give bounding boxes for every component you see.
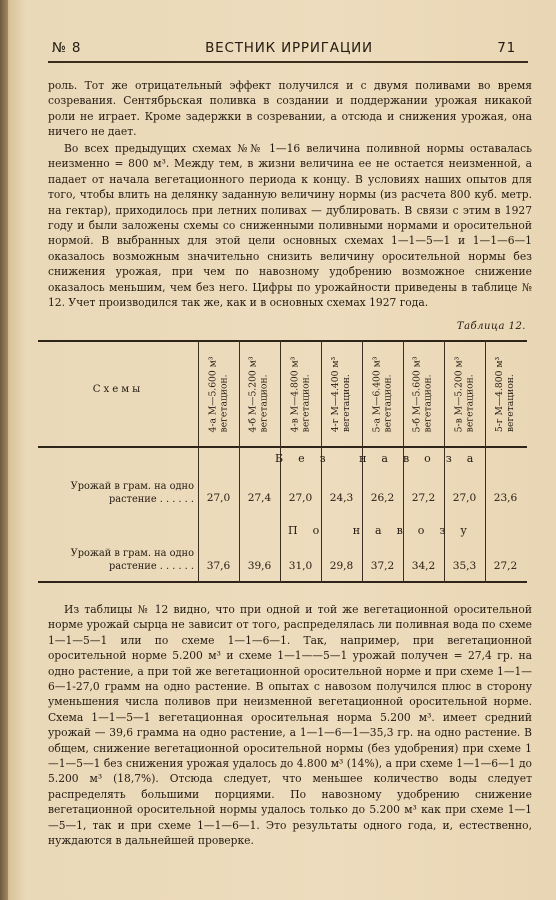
- table-cell: 26,2: [370, 492, 395, 504]
- table-cell: 31,0: [288, 560, 313, 572]
- section-heading: Без навоза: [275, 452, 489, 465]
- column-header: 4-а М—5.600 м³ вегетацион.: [207, 356, 229, 432]
- column-header: 5-а М—6.400 м³ вегетацион.: [371, 356, 393, 432]
- column-divider: [239, 340, 240, 583]
- table-cell: 23,6: [493, 492, 518, 504]
- issue-number: № 8: [52, 40, 82, 56]
- table-cell: 27,4: [247, 492, 272, 504]
- table-cell: 39,6: [247, 560, 272, 572]
- table-cell: 24,3: [329, 492, 354, 504]
- column-header: 4-г М—4.400 м³ вегетацион.: [330, 356, 352, 432]
- section-heading: По навозу: [288, 524, 482, 537]
- table-bottom-rule: [38, 581, 527, 583]
- page-number: 71: [497, 40, 516, 56]
- table-cell: 27,2: [411, 492, 436, 504]
- row-label: Урожай в грам. на одно растение . . . . . .: [70, 548, 194, 572]
- stub-divider: [198, 340, 199, 583]
- table-cell: 35,3: [452, 560, 477, 572]
- paragraph-2: Во всех предыдущих схемах №№ 1—16 величина поливной нормы оставалась неизменно = 800 м³. Между тем, в жизни величина ее не остается неизменной, а падает от начала вегетационного периода к концу. В условиях наших опытов для того, чтобы влить на делянку заданную величину нормы (из расчета 800 куб. метр. на гектар), приходилось при летних поливах — дублировать. В связи с этим в 1927 году и были заложены схемы со сниженными поливными нормами и оросительной нормой. В выбранных для этой цели основных схемах 1—1—5—1 и 1—1—6—1 оказалось возможным значительно снизить величину оросительной нормы без снижения урожая, при чем по навозному удобрению возможное снижение оказалось меньшим, чем без него. Цифры по урожайности приведены в таблице № 12. Учет производился так же, как и в основных схемах 1927 года.: [48, 142, 532, 310]
- data-table-12: [38, 340, 527, 583]
- schemes-header: Схемы: [92, 384, 144, 395]
- table-caption: Таблица 12.: [456, 321, 526, 332]
- column-header: 5-б М—5.600 м³ вегетацион.: [412, 355, 434, 433]
- running-header: [52, 38, 526, 60]
- column-header: 4-б М—5.200 м³ вегетацион.: [248, 355, 270, 433]
- table-cell: 27,0: [206, 492, 231, 504]
- journal-title: ВЕСТНИК ИРРИГАЦИИ: [205, 40, 373, 56]
- table-cell: 29,8: [329, 560, 354, 572]
- table-header-rule: [38, 446, 527, 448]
- table-cell: 27,2: [493, 560, 518, 572]
- column-header: 5-г М—4.800 м³ вегетацион.: [494, 356, 516, 432]
- table-cell: 34,2: [411, 560, 436, 572]
- column-header: 5-в М—5.200 м³ вегетацион.: [453, 356, 475, 432]
- book-spine-shadow: [0, 0, 8, 900]
- column-header: 4-в М—4.800 м³ вегетацион.: [289, 356, 311, 432]
- table-cell: 27,0: [288, 492, 313, 504]
- table-cell: 37,2: [370, 560, 395, 572]
- header-rule: [48, 61, 528, 63]
- paragraph-3: Из таблицы № 12 видно, что при одной и той же вегетационной оросительной норме урожай сырца не зависит от того, распределялась ли поливная вода по схеме 1—1—5—1 или по схеме 1—1—6—1. Так, например, при вегетационной оросительной норме 5.200 м³ и схеме 1—1——5—1 урожай получен = 27,4 гр. на одно растение, а при той же вегетационной оросительной норме и при схеме 1—1—6—1-27,0 грамм на одно растение. В опытах с навозом получился плюс в сторону уменьшения числа поливов при неизменной вегетационной оросительной норме. Схема 1—1—5—1 вегетационная оросительная норма 5.200 м³. имеет средний урожай — 39,6 грамма на одно растение, а 1—1—6—1—35,3 гр. на одно растение. В общем, снижение вегетационной оросительной нормы (без удобрения) при схеме 1—1—5—1 без снижения урожая удалось до 4.800 м³ (14%), а при схеме 1—1—6—1 до 5.200 м³ (18,7%). Отсюда следует, что меньшее количество воды следует распределять большими порциями. По навозному удобрению снижение вегетационной оросительной нормы удалось только до 5.200 м³ как при схеме 1—1—5—1, так и при схеме 1—1—6—1. Это результаты одного года, и, естественно, нуждаются в дальнейшей проверке.: [48, 603, 532, 848]
- table-cell: 27,0: [452, 492, 477, 504]
- table-cell: 37,6: [206, 560, 231, 572]
- row-label: Урожай в грам. на одно растение . . . . . .: [70, 481, 194, 505]
- paragraph-1: роль. Тот же отрицательный эффект получился и с двумя поливами во время созревания. Сентябрьская поливка в создании и поддержании урожая никакой роли не играет. Кроме задержки в созревании, а отсюда и снижения урожая, она ничего не дает.: [48, 79, 532, 139]
